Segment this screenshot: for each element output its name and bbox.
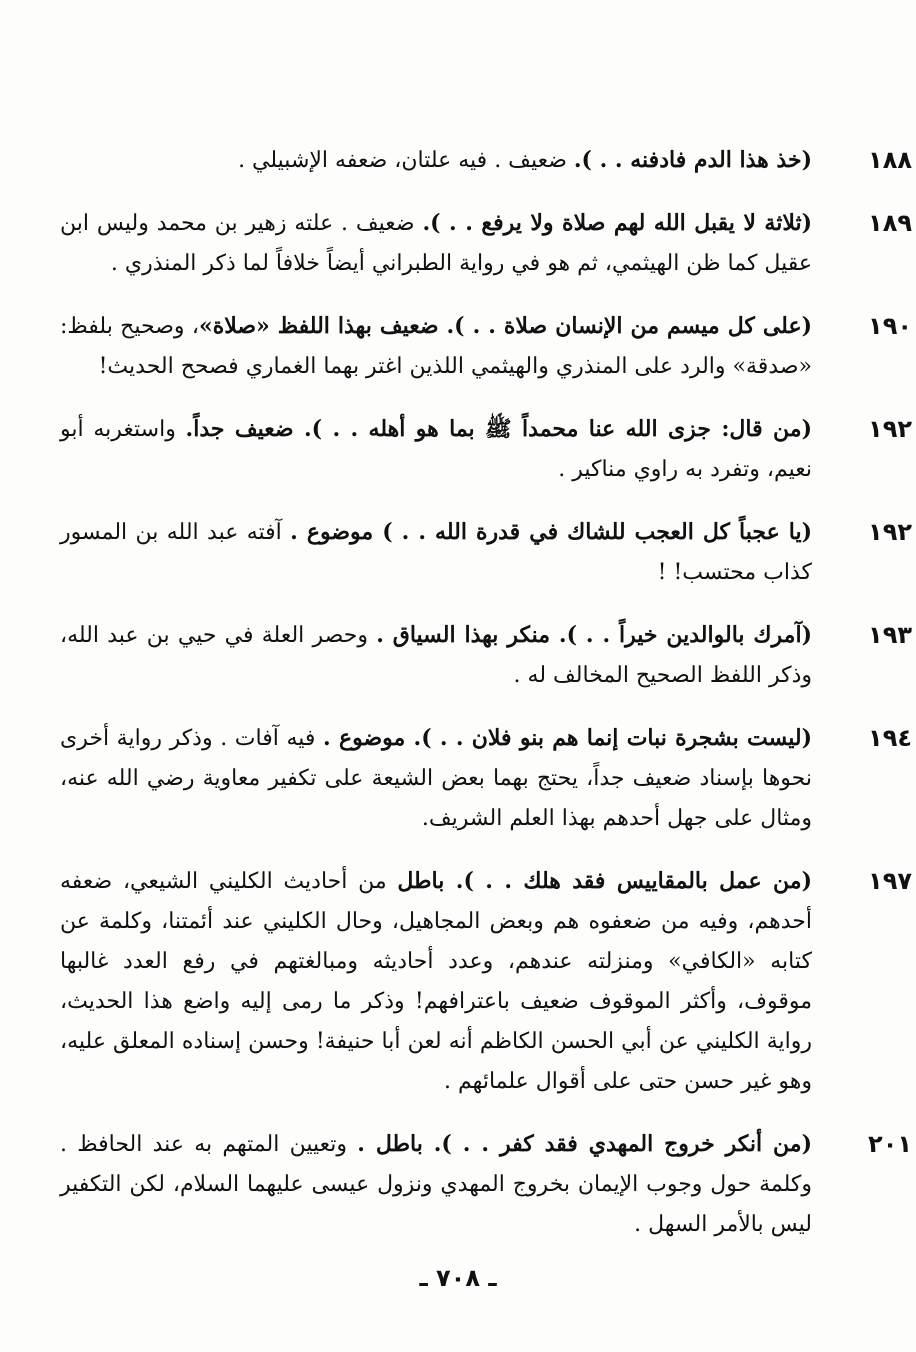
entry-text bbox=[60, 861, 812, 1102]
hadith-quote: (على كل ميسم من الإنسان صلاة . . ). ضعيف بهذا اللفظ «صلاة» bbox=[198, 313, 812, 339]
page-body bbox=[60, 140, 912, 1267]
page-number: ـ ٧٠٨ ـ bbox=[419, 1264, 497, 1292]
hadith-quote: (يا عجباً كل العجب للشاك في قدرة الله . . ) موضوع . bbox=[290, 519, 812, 545]
entry-193 bbox=[60, 615, 912, 696]
entry-commentary: واستغربه أبو نعيم، وتفرد به راوي مناكير . bbox=[60, 417, 812, 482]
hadith-quote: (ليست بشجرة نبات إنما هم بنو فلان . . ). موضوع . bbox=[323, 725, 813, 751]
entry-text bbox=[60, 718, 812, 839]
entry-number: ١٩٢ bbox=[868, 415, 912, 443]
entry-number: ١٩٤ bbox=[868, 724, 912, 752]
entry-text bbox=[60, 512, 812, 593]
entry-number: ٢٠١ bbox=[868, 1130, 912, 1158]
entry-text bbox=[60, 203, 812, 284]
entry-commentary: فيه آفات . وذكر رواية أخرى نحوها بإسناد ضعيف جداً، يحتج بهما بعض الشيعة على تكفير معاوية رضي الله عنه، ومثال على جهل أحدهم بهذا العلم الشريف. bbox=[60, 726, 812, 831]
entry-number: ١٩٢ bbox=[868, 518, 912, 546]
entry-commentary: ضعيف . فيه علتان، ضعفه الإشبيلي . bbox=[238, 148, 574, 173]
entry-number: ١٩٧ bbox=[868, 867, 912, 895]
entry-192b bbox=[60, 512, 912, 593]
entry-188 bbox=[60, 140, 912, 181]
hadith-quote: (من عمل بالمقاييس فقد هلك . . ). باطل bbox=[397, 868, 812, 894]
entry-201 bbox=[60, 1124, 912, 1245]
entry-197 bbox=[60, 861, 912, 1102]
entry-commentary: وحصر العلة في حيي بن عبد الله، وذكر اللفظ الصحيح المخالف له . bbox=[60, 623, 812, 688]
entry-text bbox=[60, 1124, 812, 1245]
entry-189 bbox=[60, 203, 912, 284]
entry-commentary: آفته عبد الله بن المسور كذاب محتسب! ! bbox=[60, 520, 812, 585]
hadith-quote: (ثلاثة لا يقبل الله لهم صلاة ولا يرفع . . ). bbox=[422, 210, 812, 236]
entry-number: ١٩٠ bbox=[868, 312, 912, 340]
hadith-quote: (آمرك بالوالدين خيراً . . ). منكر بهذا السياق . bbox=[376, 622, 812, 648]
hadith-quote: (خذ هذا الدم فادفنه . . ). bbox=[573, 147, 812, 173]
entry-194 bbox=[60, 718, 912, 839]
entry-192a bbox=[60, 409, 912, 490]
entry-text bbox=[60, 306, 812, 387]
entry-number: ١٩٣ bbox=[868, 621, 912, 649]
hadith-quote: (من قال: جزى الله عنا محمداً ﷺ بما هو أهله . . ). ضعيف جداً. bbox=[185, 416, 812, 442]
entry-commentary: ضعيف . علته زهير بن محمد وليس ابن عقيل كما ظن الهيثمي، ثم هو في رواية الطبراني أيضاً خلافاً لما ذكر المنذري . bbox=[60, 211, 812, 276]
entry-commentary: من أحاديث الكليني الشيعي، ضعفه أحدهم، وفيه من ضعفوه هم وبعض المجاهيل، وحال الكليني عند أئمتنا، وكلمة عن كتابه «الكافي» ومنزلته عندهم، وعدد أحاديثه ومبالغتهم في رفع العدد غالبها موقوف، وأكثر الموقوف ضعيف باعترافهم! وذكر ما رمى إليه واضع هذا الحديث، رواية الكليني عن أبي الحسن الكاظم أنه لعن أبا حنيفة! وحسن إسناده المعلق عليه، وهو غير حسن حتى على أقوال علمائهم . bbox=[60, 869, 812, 1094]
entry-number: ١٨٩ bbox=[868, 209, 912, 237]
entry-commentary: ، وصحيح بلفظ: «صدقة» والرد على المنذري والهيثمي اللذين اغتر بهما الغماري فصحح الحديث! bbox=[60, 314, 812, 379]
entry-text bbox=[60, 615, 812, 696]
entry-commentary: وتعيين المتهم به عند الحافظ . وكلمة حول وجوب الإيمان بخروج المهدي ونزول عيسى عليهما السلام، لكن التكفير ليس بالأمر السهل . bbox=[60, 1132, 812, 1237]
entry-text bbox=[60, 140, 812, 181]
entry-190 bbox=[60, 306, 912, 387]
hadith-quote: (من أنكر خروج المهدي فقد كفر . . ). باطل . bbox=[357, 1131, 812, 1157]
entry-text bbox=[60, 409, 812, 490]
entry-number: ١٨٨ bbox=[868, 146, 912, 174]
